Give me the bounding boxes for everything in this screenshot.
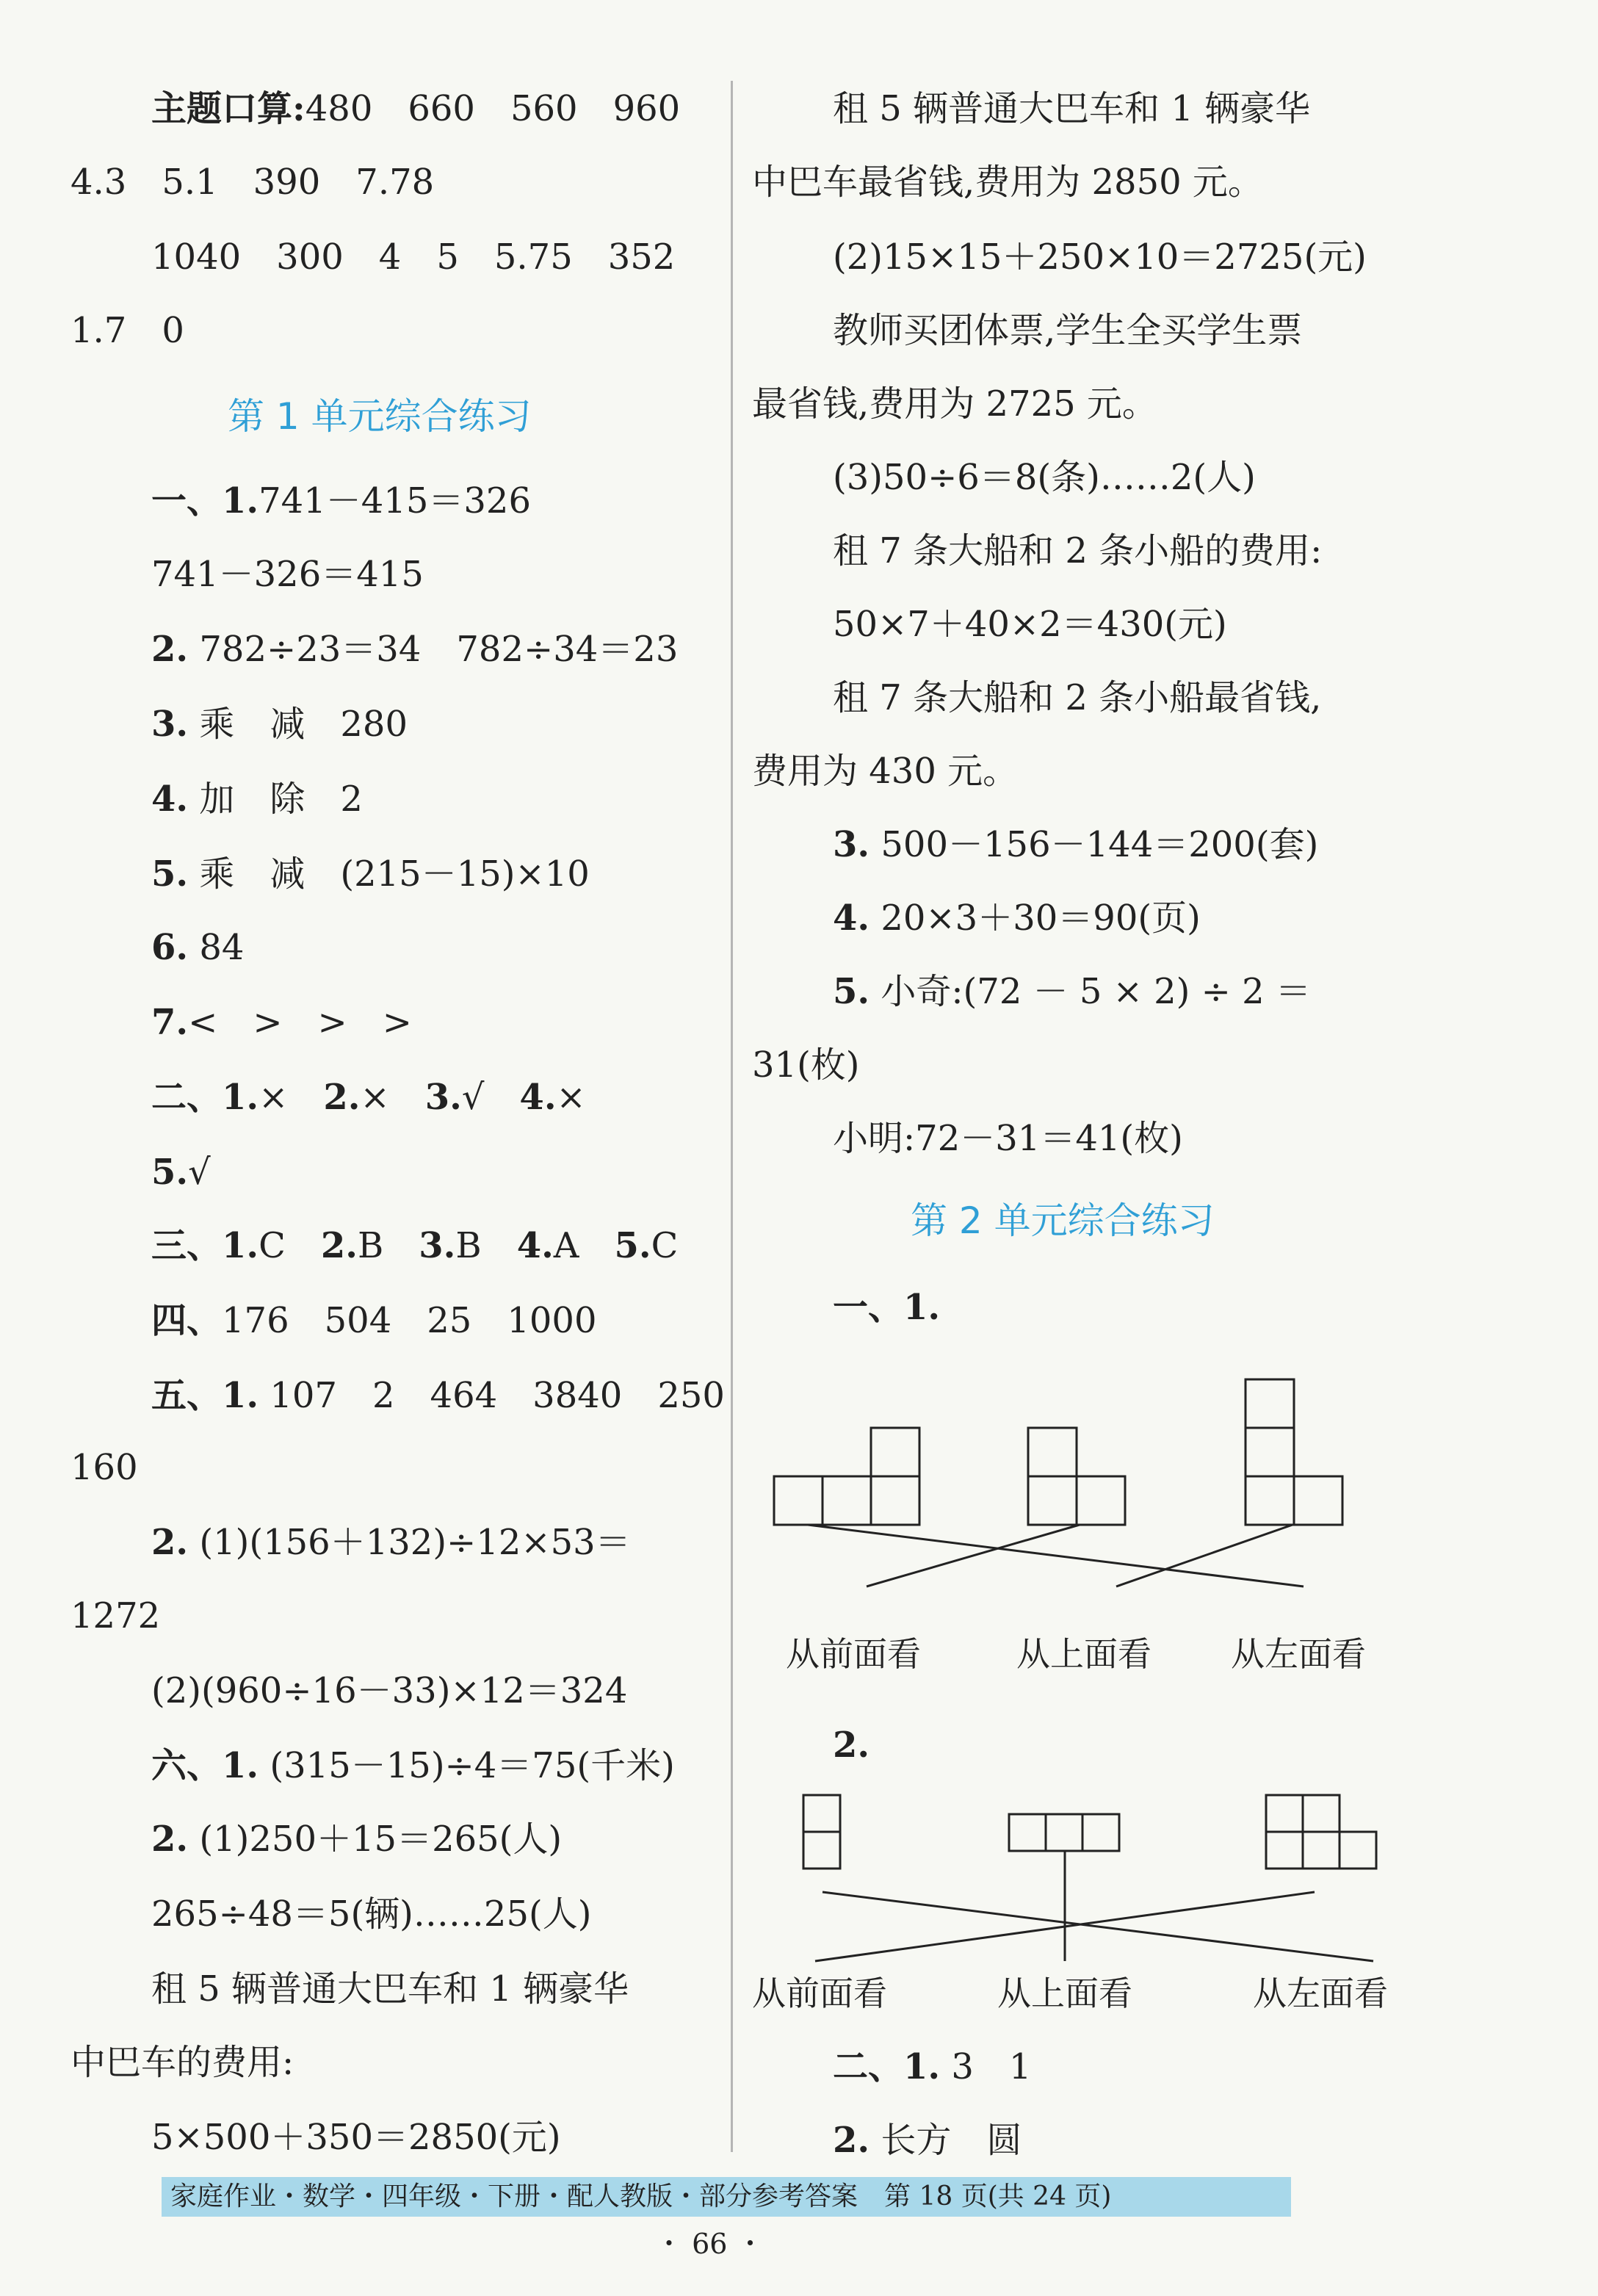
u2-s1-label: 一、 — [833, 1287, 904, 1328]
r-q5-line — [833, 970, 1311, 1014]
s1-q3-line — [151, 702, 408, 746]
s3-num-2: 2. — [320, 1225, 358, 1266]
s5-q2c: (2)(960÷16－33)×12＝324 — [151, 1670, 628, 1711]
r-line-5: 最省钱,费用为 2725 元。 — [752, 383, 1157, 425]
s4-line — [151, 1299, 597, 1343]
s5-q1-num: 1. — [222, 1375, 259, 1416]
s5-q1-line — [151, 1373, 725, 1418]
s5-q2a: (1)(156＋132)÷12×53＝ — [199, 1522, 631, 1563]
s1-q1b: 741－326＝415 — [151, 554, 424, 595]
u2-s2-label: 二、 — [833, 2046, 904, 2087]
s2-num-2: 2. — [323, 1077, 361, 1118]
mental-math-line-4: 1.7 0 — [70, 310, 184, 351]
fig1-label-front: 从前面看 — [786, 1634, 921, 1674]
s2-q5-line — [151, 1150, 211, 1194]
s2-num-4: 4. — [519, 1077, 557, 1118]
s1-q7-line — [151, 1000, 412, 1044]
s1-q1a: 741－415＝326 — [258, 480, 531, 521]
s5-q1b: 160 — [70, 1447, 138, 1488]
unit2-title: 第 2 单元综合练习 — [911, 1199, 1215, 1242]
s2-ans-4: × — [556, 1077, 586, 1118]
s1-q2: 782÷23＝34 782÷34＝23 — [199, 629, 679, 670]
s1-q6-num: 6. — [151, 927, 189, 968]
u2-s2-q2: 长方 圆 — [881, 2120, 1022, 2161]
s1-q6: 84 — [199, 927, 245, 968]
s3-ans-1: C — [258, 1225, 286, 1266]
r-line-4: 教师买团体票,学生全买学生票 — [833, 310, 1303, 351]
s6-label: 六、 — [151, 1745, 223, 1786]
s5-q2-line — [151, 1520, 631, 1564]
s1-q2-line — [151, 627, 678, 671]
s6-q2-num: 2. — [151, 1819, 189, 1860]
s2-num-1: 1. — [222, 1077, 259, 1118]
r-line-2: 中巴车最省钱,费用为 2850 元。 — [752, 162, 1263, 203]
s2-num-3: 3. — [424, 1077, 462, 1118]
r-q3: 500－156－144＝200(套) — [881, 824, 1319, 865]
s3-ans-4: A — [553, 1225, 579, 1266]
footer-text: 家庭作业・数学・四年级・下册・配人教版・部分参考答案 第 18 页(共 24 页) — [170, 2181, 1112, 2212]
s3-ans-5: C — [651, 1225, 679, 1266]
s2-q5: √ — [188, 1152, 211, 1193]
s3-line — [151, 1224, 678, 1268]
r-q3-line — [833, 823, 1318, 867]
s1-label: 一、 — [151, 480, 223, 521]
s3-num-3: 3. — [419, 1225, 456, 1266]
r-q4: 20×3＋30＝90(页) — [881, 898, 1201, 939]
s1-q5: 乘 减 (215－15)×10 — [199, 853, 590, 895]
fig2-label-top: 从上面看 — [997, 1974, 1132, 2013]
s1-q5-num: 5. — [151, 853, 189, 895]
s2-line — [151, 1075, 586, 1119]
u2-s2-q1-line — [833, 2045, 1031, 2089]
r-q4-num: 4. — [833, 898, 870, 939]
r-q5c: 小明:72－31＝41(枚) — [833, 1118, 1183, 1159]
r-line-8: 50×7＋40×2＝430(元) — [833, 604, 1227, 645]
u2-q2-num-text: 2. — [833, 1725, 870, 1766]
fig2-label-front: 从前面看 — [752, 1974, 887, 2013]
r-line-1: 租 5 辆普通大巴车和 1 辆豪华 — [833, 88, 1311, 129]
fig1-label-top: 从上面看 — [1016, 1634, 1152, 1674]
s1-q1-line — [151, 479, 531, 523]
s1-q7: < > > > — [188, 1002, 412, 1043]
r-q5a: 小奇:(72 － 5 × 2) ÷ 2 ＝ — [881, 971, 1311, 1012]
r-q5-num: 5. — [833, 971, 870, 1012]
s3-num-5: 5. — [614, 1225, 651, 1266]
s2-ans-2: × — [360, 1077, 390, 1118]
s6-q1: (315－15)÷4＝75(千米) — [270, 1745, 675, 1786]
s6-q2e: 5×500＋350＝2850(元) — [151, 2117, 561, 2158]
u2-q1-num: 1. — [903, 1287, 941, 1328]
u2-s2-q2-line — [833, 2118, 1022, 2162]
u2-s2-q1: 3 1 — [951, 2046, 1032, 2087]
r-line-7: 租 7 条大船和 2 条小船的费用: — [833, 530, 1323, 571]
figure-1-views — [764, 1366, 1410, 1675]
fig2-label-left: 从左面看 — [1253, 1974, 1388, 2013]
s2-label: 二、 — [151, 1077, 223, 1118]
s5-q2-num: 2. — [151, 1522, 189, 1563]
s5-q2b: 1272 — [70, 1595, 161, 1636]
s1-q6-line — [151, 925, 244, 970]
r-q4-line — [833, 896, 1201, 940]
s3-num-1: 1. — [222, 1225, 259, 1266]
s1-q4-num: 4. — [151, 779, 189, 820]
s6-q1-num: 1. — [222, 1745, 259, 1786]
mental-math-line-2: 4.3 5.1 390 7.78 — [70, 162, 435, 203]
r-q3-num: 3. — [833, 824, 870, 865]
figure-2-views — [742, 1785, 1403, 1968]
s1-q3: 乘 减 280 — [199, 704, 408, 745]
s3-num-4: 4. — [516, 1225, 554, 1266]
r-q5b: 31(枚) — [752, 1044, 860, 1086]
s3-ans-2: B — [357, 1225, 384, 1266]
s1-q1-num: 1. — [222, 480, 259, 521]
s1-q7-num: 7. — [151, 1002, 189, 1043]
s6-q2d: 中巴车的费用: — [70, 2042, 294, 2083]
r-line-10: 费用为 430 元。 — [752, 751, 1019, 792]
s1-q4: 加 除 2 — [199, 779, 363, 820]
s6-q2c: 租 5 辆普通大巴车和 1 辆豪华 — [151, 1968, 629, 2010]
u2-s2-q1-num: 1. — [903, 2046, 941, 2087]
page-number: ・ 66 ・ — [655, 2228, 764, 2260]
s3-label: 三、 — [151, 1225, 223, 1266]
s5-q1: 107 2 464 3840 250 — [270, 1375, 725, 1416]
u2-q2-num — [833, 1723, 870, 1767]
s1-q5-line — [151, 852, 590, 896]
s2-q5-num: 5. — [151, 1152, 189, 1193]
s1-q4-line — [151, 777, 363, 821]
s3-ans-3: B — [455, 1225, 482, 1266]
s4-text: 176 504 25 1000 — [222, 1300, 597, 1341]
s1-q3-num: 3. — [151, 704, 189, 745]
mental-math-row1: 480 660 560 960 — [305, 88, 681, 129]
u2-s2-q2-num: 2. — [833, 2120, 870, 2161]
s6-q2a: (1)250＋15＝265(人) — [199, 1819, 563, 1860]
column-divider — [731, 81, 733, 2152]
s6-q2b: 265÷48＝5(辆)……25(人) — [151, 1894, 592, 1935]
s5-label: 五、 — [151, 1375, 223, 1416]
s2-ans-3: √ — [461, 1077, 485, 1118]
r-line-3: (2)15×15＋250×10＝2725(元) — [833, 237, 1367, 278]
unit1-title: 第 1 单元综合练习 — [228, 395, 532, 438]
mental-math-line-1 — [151, 87, 680, 131]
mental-math-label: 主题口算: — [151, 88, 306, 129]
s1-q2-num: 2. — [151, 629, 189, 670]
s2-ans-1: × — [258, 1077, 289, 1118]
u2-s1-line — [833, 1285, 940, 1329]
s6-q1-line — [151, 1744, 675, 1788]
fig1-label-left: 从左面看 — [1231, 1634, 1366, 1674]
s6-q2-line — [151, 1817, 562, 1861]
r-line-9: 租 7 条大船和 2 条小船最省钱, — [833, 677, 1322, 718]
mental-math-line-3: 1040 300 4 5 5.75 352 — [151, 237, 676, 278]
r-line-6: (3)50÷6＝8(条)……2(人) — [833, 457, 1256, 498]
s4-label: 四、 — [151, 1300, 223, 1341]
